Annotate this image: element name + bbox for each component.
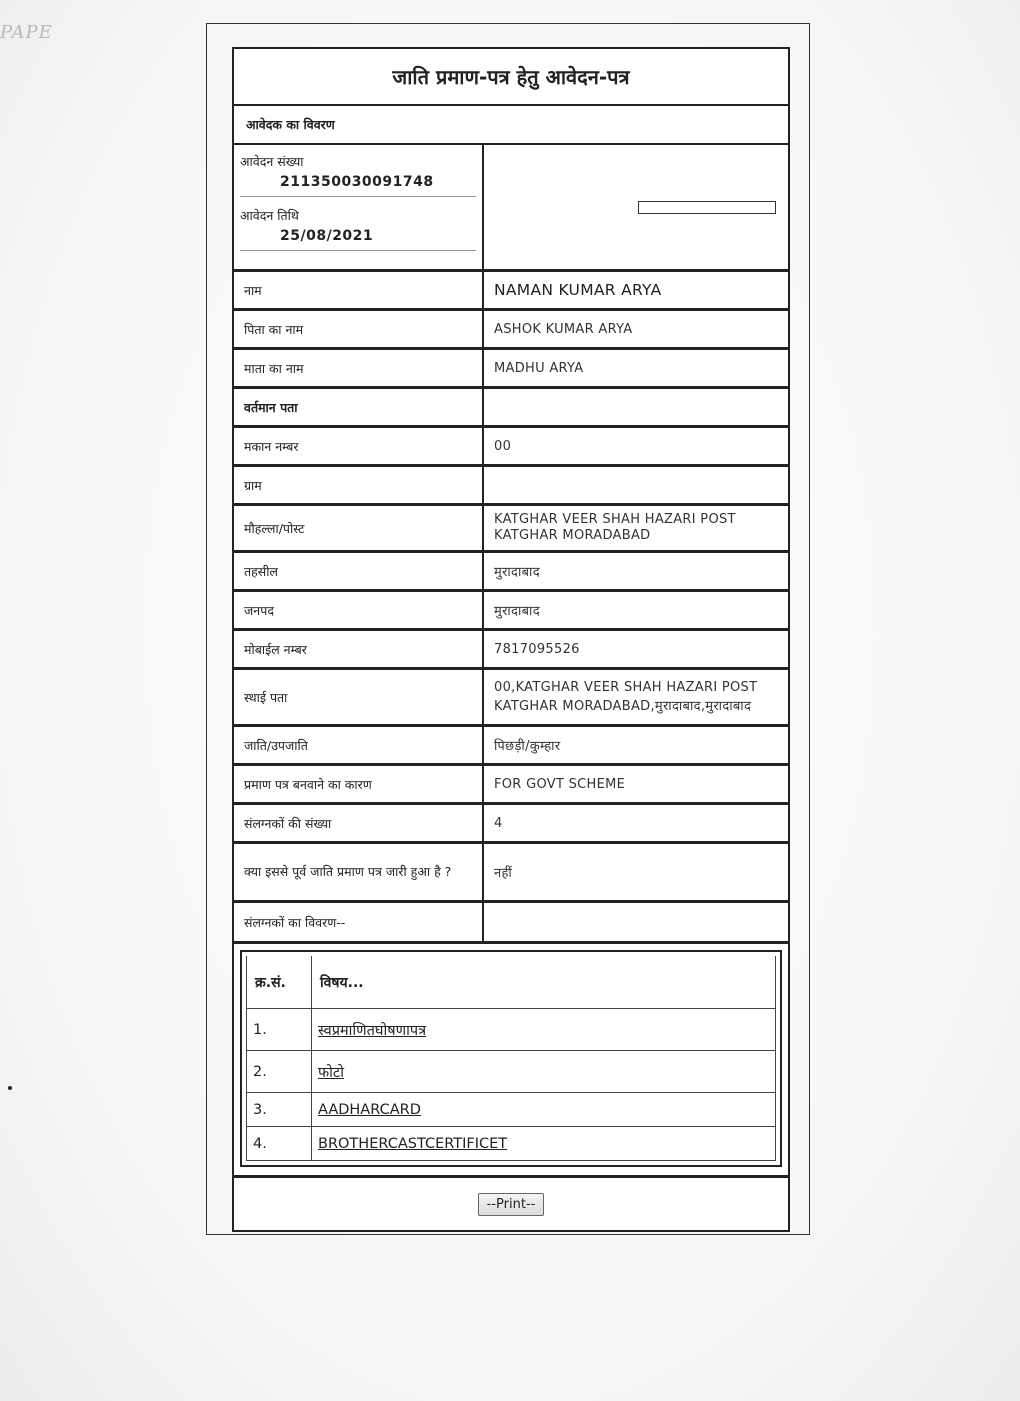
column-header-serial: क्र.सं.	[247, 956, 312, 1009]
row-house-number	[234, 428, 788, 467]
row-locality-post	[234, 506, 788, 553]
row-label: वर्तमान पता	[234, 389, 484, 425]
attachment-link[interactable]: BROTHERCASTCERTIFICET	[312, 1127, 776, 1161]
row-father-name	[234, 311, 788, 350]
row-value: मुरादाबाद	[494, 565, 540, 580]
row-label: क्या इससे पूर्व जाति प्रमाण पत्र जारी हुआ है ?	[234, 844, 484, 900]
form-title: जाति प्रमाण-पत्र हेतु आवेदन-पत्र	[234, 49, 788, 106]
application-info-block	[234, 145, 788, 272]
row-value	[484, 467, 788, 503]
row-value: मुरादाबाद	[494, 604, 540, 619]
row-label: मोबाईल नम्बर	[234, 631, 484, 667]
row-permanent-address	[234, 670, 788, 727]
application-date-value: 25/08/2021	[280, 228, 374, 244]
attachment-link[interactable]: AADHARCARD	[312, 1093, 776, 1127]
serial-number: 3.	[247, 1093, 312, 1127]
application-details	[234, 145, 484, 269]
photo-area	[484, 145, 788, 269]
print-row	[234, 1178, 788, 1230]
row-value: 00	[494, 438, 512, 454]
row-caste	[234, 727, 788, 766]
row-value: पिछड़ी/कुम्हार	[494, 739, 561, 754]
row-label: पिता का नाम	[234, 311, 484, 347]
row-mother-name	[234, 350, 788, 389]
row-current-address	[234, 389, 788, 428]
application-number-field	[240, 153, 476, 197]
application-date-label: आवेदन तिथि	[240, 208, 299, 223]
row-value	[484, 389, 788, 425]
attachments-section	[234, 944, 788, 1178]
row-label: संलग्नकों का विवरण--	[234, 903, 484, 941]
application-number-label: आवेदन संख्या	[240, 154, 304, 169]
row-label: तहसील	[234, 553, 484, 589]
row-label: जनपद	[234, 592, 484, 628]
application-number-value: 211350030091748	[280, 174, 434, 190]
serial-number: 2.	[247, 1051, 312, 1093]
row-label: जाति/उपजाति	[234, 727, 484, 763]
table-row	[247, 1093, 776, 1127]
row-label: मकान नम्बर	[234, 428, 484, 464]
attachments-table	[246, 956, 776, 1161]
row-label: माता का नाम	[234, 350, 484, 386]
photo-placeholder	[638, 201, 776, 214]
row-value: KATGHAR VEER SHAH HAZARI POST KATGHAR MORADABAD	[494, 512, 736, 543]
row-value: NAMAN KUMAR ARYA	[494, 281, 662, 299]
row-value: 00,KATGHAR VEER SHAH HAZARI POST KATGHAR MORADABAD,मुरादाबाद,मुरादाबाद	[494, 680, 758, 714]
row-value: 7817095526	[494, 641, 580, 657]
row-value: MADHU ARYA	[494, 360, 584, 376]
column-header-subject: विषय...	[312, 956, 776, 1009]
application-form	[232, 47, 790, 1232]
row-label: संलग्नकों की संख्या	[234, 805, 484, 841]
attachment-link[interactable]: फोटो	[312, 1051, 776, 1093]
row-value: नहीं	[494, 866, 513, 881]
section-heading: आवेदक का विवरण	[234, 106, 788, 145]
row-previous-certificate	[234, 844, 788, 903]
row-label: स्थाई पता	[234, 670, 484, 724]
row-name	[234, 272, 788, 311]
row-label: मौहल्ला/पोस्ट	[234, 506, 484, 550]
corner-mark: PAPE	[0, 22, 53, 43]
row-value	[484, 903, 788, 941]
row-label: ग्राम	[234, 467, 484, 503]
attachments-table-frame	[240, 950, 782, 1167]
application-date-field	[240, 207, 476, 251]
attachment-link[interactable]: स्वप्रमाणितघोषणापत्र	[312, 1009, 776, 1051]
table-row	[247, 1127, 776, 1161]
row-village	[234, 467, 788, 506]
row-attachment-details	[234, 903, 788, 944]
row-label: प्रमाण पत्र बनवाने का कारण	[234, 766, 484, 802]
row-label: नाम	[234, 272, 484, 308]
row-value: ASHOK KUMAR ARYA	[494, 321, 633, 337]
print-button[interactable]: --Print--	[478, 1193, 545, 1216]
row-reason	[234, 766, 788, 805]
row-tehsil	[234, 553, 788, 592]
serial-number: 4.	[247, 1127, 312, 1161]
row-district	[234, 592, 788, 631]
row-mobile	[234, 631, 788, 670]
scan-speck	[8, 1086, 12, 1090]
row-value: FOR GOVT SCHEME	[494, 776, 626, 792]
row-attachment-count	[234, 805, 788, 844]
table-row	[247, 1009, 776, 1051]
serial-number: 1.	[247, 1009, 312, 1051]
row-value: 4	[494, 815, 503, 831]
table-header-row	[247, 956, 776, 1009]
table-row	[247, 1051, 776, 1093]
